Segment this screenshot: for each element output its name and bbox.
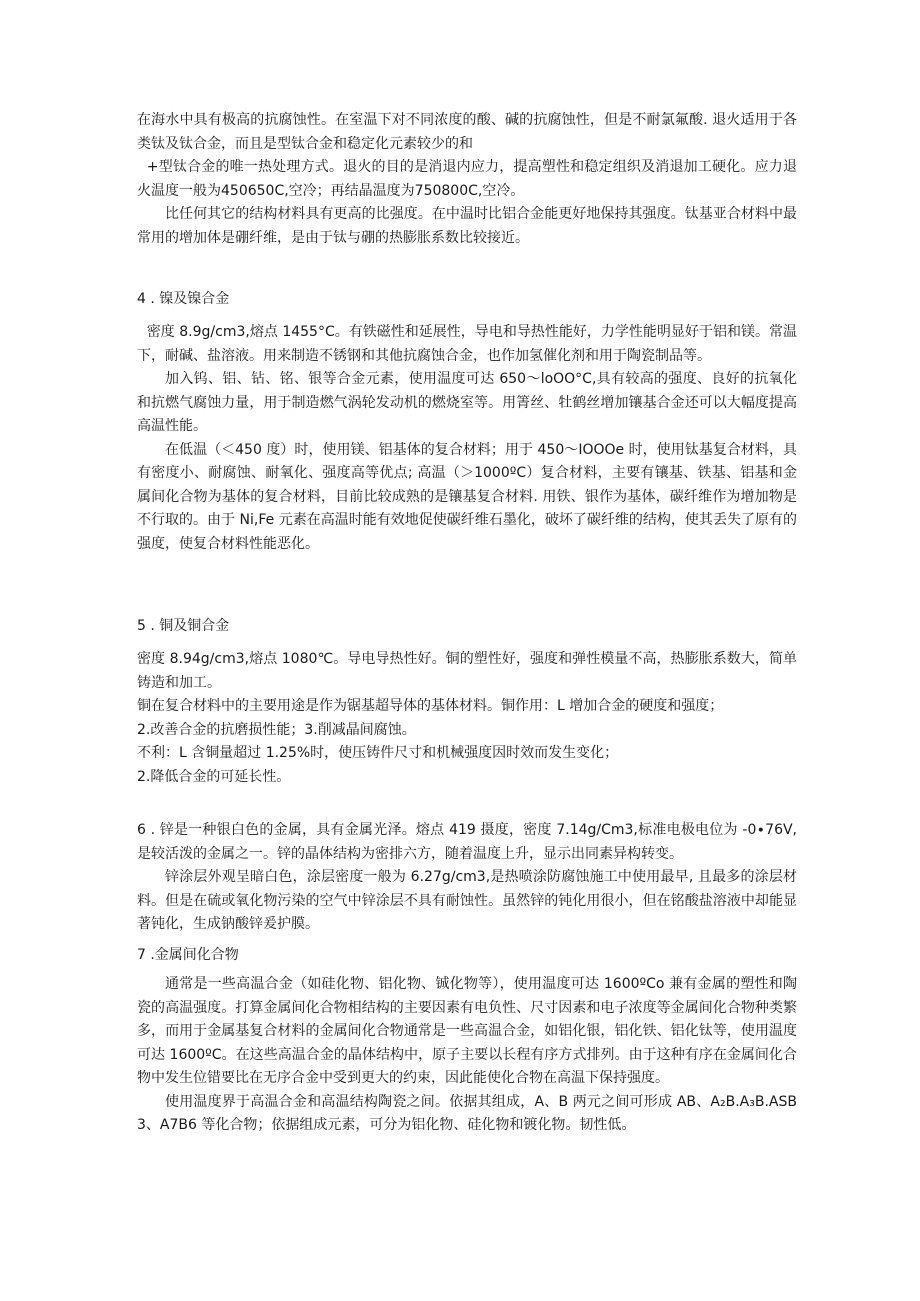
nickel-paragraph-1: 密度 8.9g/cm3,熔点 1455°C。有铁磁性和延展性，导电和导热性能好，力学性能明显好于铝和镁。常温下，耐碱、盐溶液。用来制造不锈钢和其他抗腐蚀合金，也作加氢催化剂和用于陶瓷制品等。 [137, 324, 797, 364]
copper-heading: 5 . 铜及铜合金 [137, 618, 230, 634]
nickel-section [137, 321, 797, 556]
nickel-paragraph-2: 加入钨、铝、钻、铭、银等合金元素，使用温度可达 650～loOO°C,具有较高的强度、良好的抗氧化和抗燃气腐蚀力量，用于制造燃气涡轮发动机的燃烧室等。用箐丝、牡鹤丝增加镶基合金还可以大幅度提高高温性能。 [137, 371, 797, 434]
zinc-section [137, 819, 797, 937]
copper-line-1: 密度 8.94g∕cm3,熔点 1080℃。导电导热性好。铜的塑性好，强度和弹性模量不高，热膨胀系数大，简单铸造和加工。 [137, 651, 797, 691]
zinc-paragraph-1: 6 . 锌是一种银白色的金属，具有金属光泽。熔点 419 摄度，密度 7.14g∕Cm3,标准电极电位为 -0∙76V,是较活泼的金属之一。锌的晶体结构为密排六方，随着温度上升，显示出同素异构转变。 [137, 822, 797, 862]
titanium-paragraph-1: 在海水中具有极高的抗腐蚀性。在室温下对不同浓度的酸、碱的抗腐蚀性，但是不耐氯氟酸. 退火适用于各类钛及钛合金，而且是型钛合金和稳定化元素较少的和 [137, 112, 797, 152]
copper-line-5: 2.降低合金的可延长性。 [137, 768, 291, 785]
titanium-paragraph-2: +型钛合金的唯一热处理方式。退火的目的是消退内应力，提高塑性和稳定组织及消退加工硬化。应力退火温度一般为450650C,空冷；再结晶温度为750800C,空冷。 [137, 159, 797, 199]
nickel-heading: 4 . 镍及镍合金 [137, 291, 230, 307]
intermetallic-paragraph-1: 通常是一些高温合金（如硅化物、铝化物、铖化物等），使用温度可达 1600ºCo 兼有金属的塑性和陶瓷的高温强度。打算金属间化合物相结构的主要因素有电负性、尺寸因素和电子浓度等金属间化合物种类繁多，而用于金属基复合材料的金属间化合物通常是一些高温合金，如铝化银，铝化铁、铝化钛等，使用温度可达 1600ºC。在这些高温合金的晶体结构中，原子主要以长程有序方式排列。由于这种有序在金属间化合物中发生位错要比在无序合金中受到更大的约束，因此能使化合物在高温下保持强度。 [137, 976, 797, 1086]
titanium-paragraph-3: 比任何其它的结构材料具有更高的比强度。在中温时比铝合金能更好地保持其强度。钛基亚合材料中最常用的增加体是硼纤维，是由于钛与硼的热膨胀系数比较接近。 [137, 206, 797, 246]
nickel-paragraph-3: 在低温（＜450 度）时，使用镁、铝基体的复合材料；用于 450～IOOOe 时，使用钛基复合材料，具有密度小、耐腐蚀、耐氧化、强度高等优点; 高温（＞1000ºC）复合材料，主要有镶基、铁基、铝基和金属间化合物为基体的复合材料，目前比较成熟的是镶基复合材料. 用铁、银作为基体，碳纤维作为增加物是不行取的。由于 Ni,Fe 元素在高温时能有效地促使碳纤维石墨化，破坏了碳纤维的结构，使其丢失了原有的强度，使复合材料性能恶化。 [137, 441, 797, 552]
copper-line-2: 铜在复合材料中的主要用途是作为锯基超导体的基体材料。铜作用：L 增加合金的硬度和强度； [137, 698, 724, 714]
intermetallic-section [137, 973, 797, 1138]
titanium-section [137, 109, 797, 250]
intermetallic-heading: 7 .金属间化合物 [137, 947, 239, 963]
zinc-paragraph-2: 锌涂层外观呈暗白色，涂层密度一般为 6.27g∕cm3,是热喷涂防腐蚀施工中使用最早, 且最多的涂层材料。但是在硫或氧化物污染的空气中锌涂层不具有耐蚀性。虽然锌的钝化用很小，但在铭酸盐溶液中却能显著钝化，生成钠酸锌爰护膜。 [137, 869, 797, 932]
intermetallic-paragraph-2: 使用温度界于高温合金和高温结构陶瓷之间。依据其组成，A、B 两元之间可形成 AB、A₂B.A₃B.ASB3、A7B6 等化合物；依据组成元素，可分为铝化物、硅化物和镀化物。韧性低。 [137, 1093, 797, 1133]
copper-line-4: 不利：L 含铜量超过 1.25%时，使压铸件尺寸和机械强度因时效而发生变化； [137, 745, 619, 761]
copper-line-3: 2.改善合金的抗磨损性能；3.削减晶间腐蚀。 [137, 721, 416, 738]
copper-section [137, 648, 797, 789]
